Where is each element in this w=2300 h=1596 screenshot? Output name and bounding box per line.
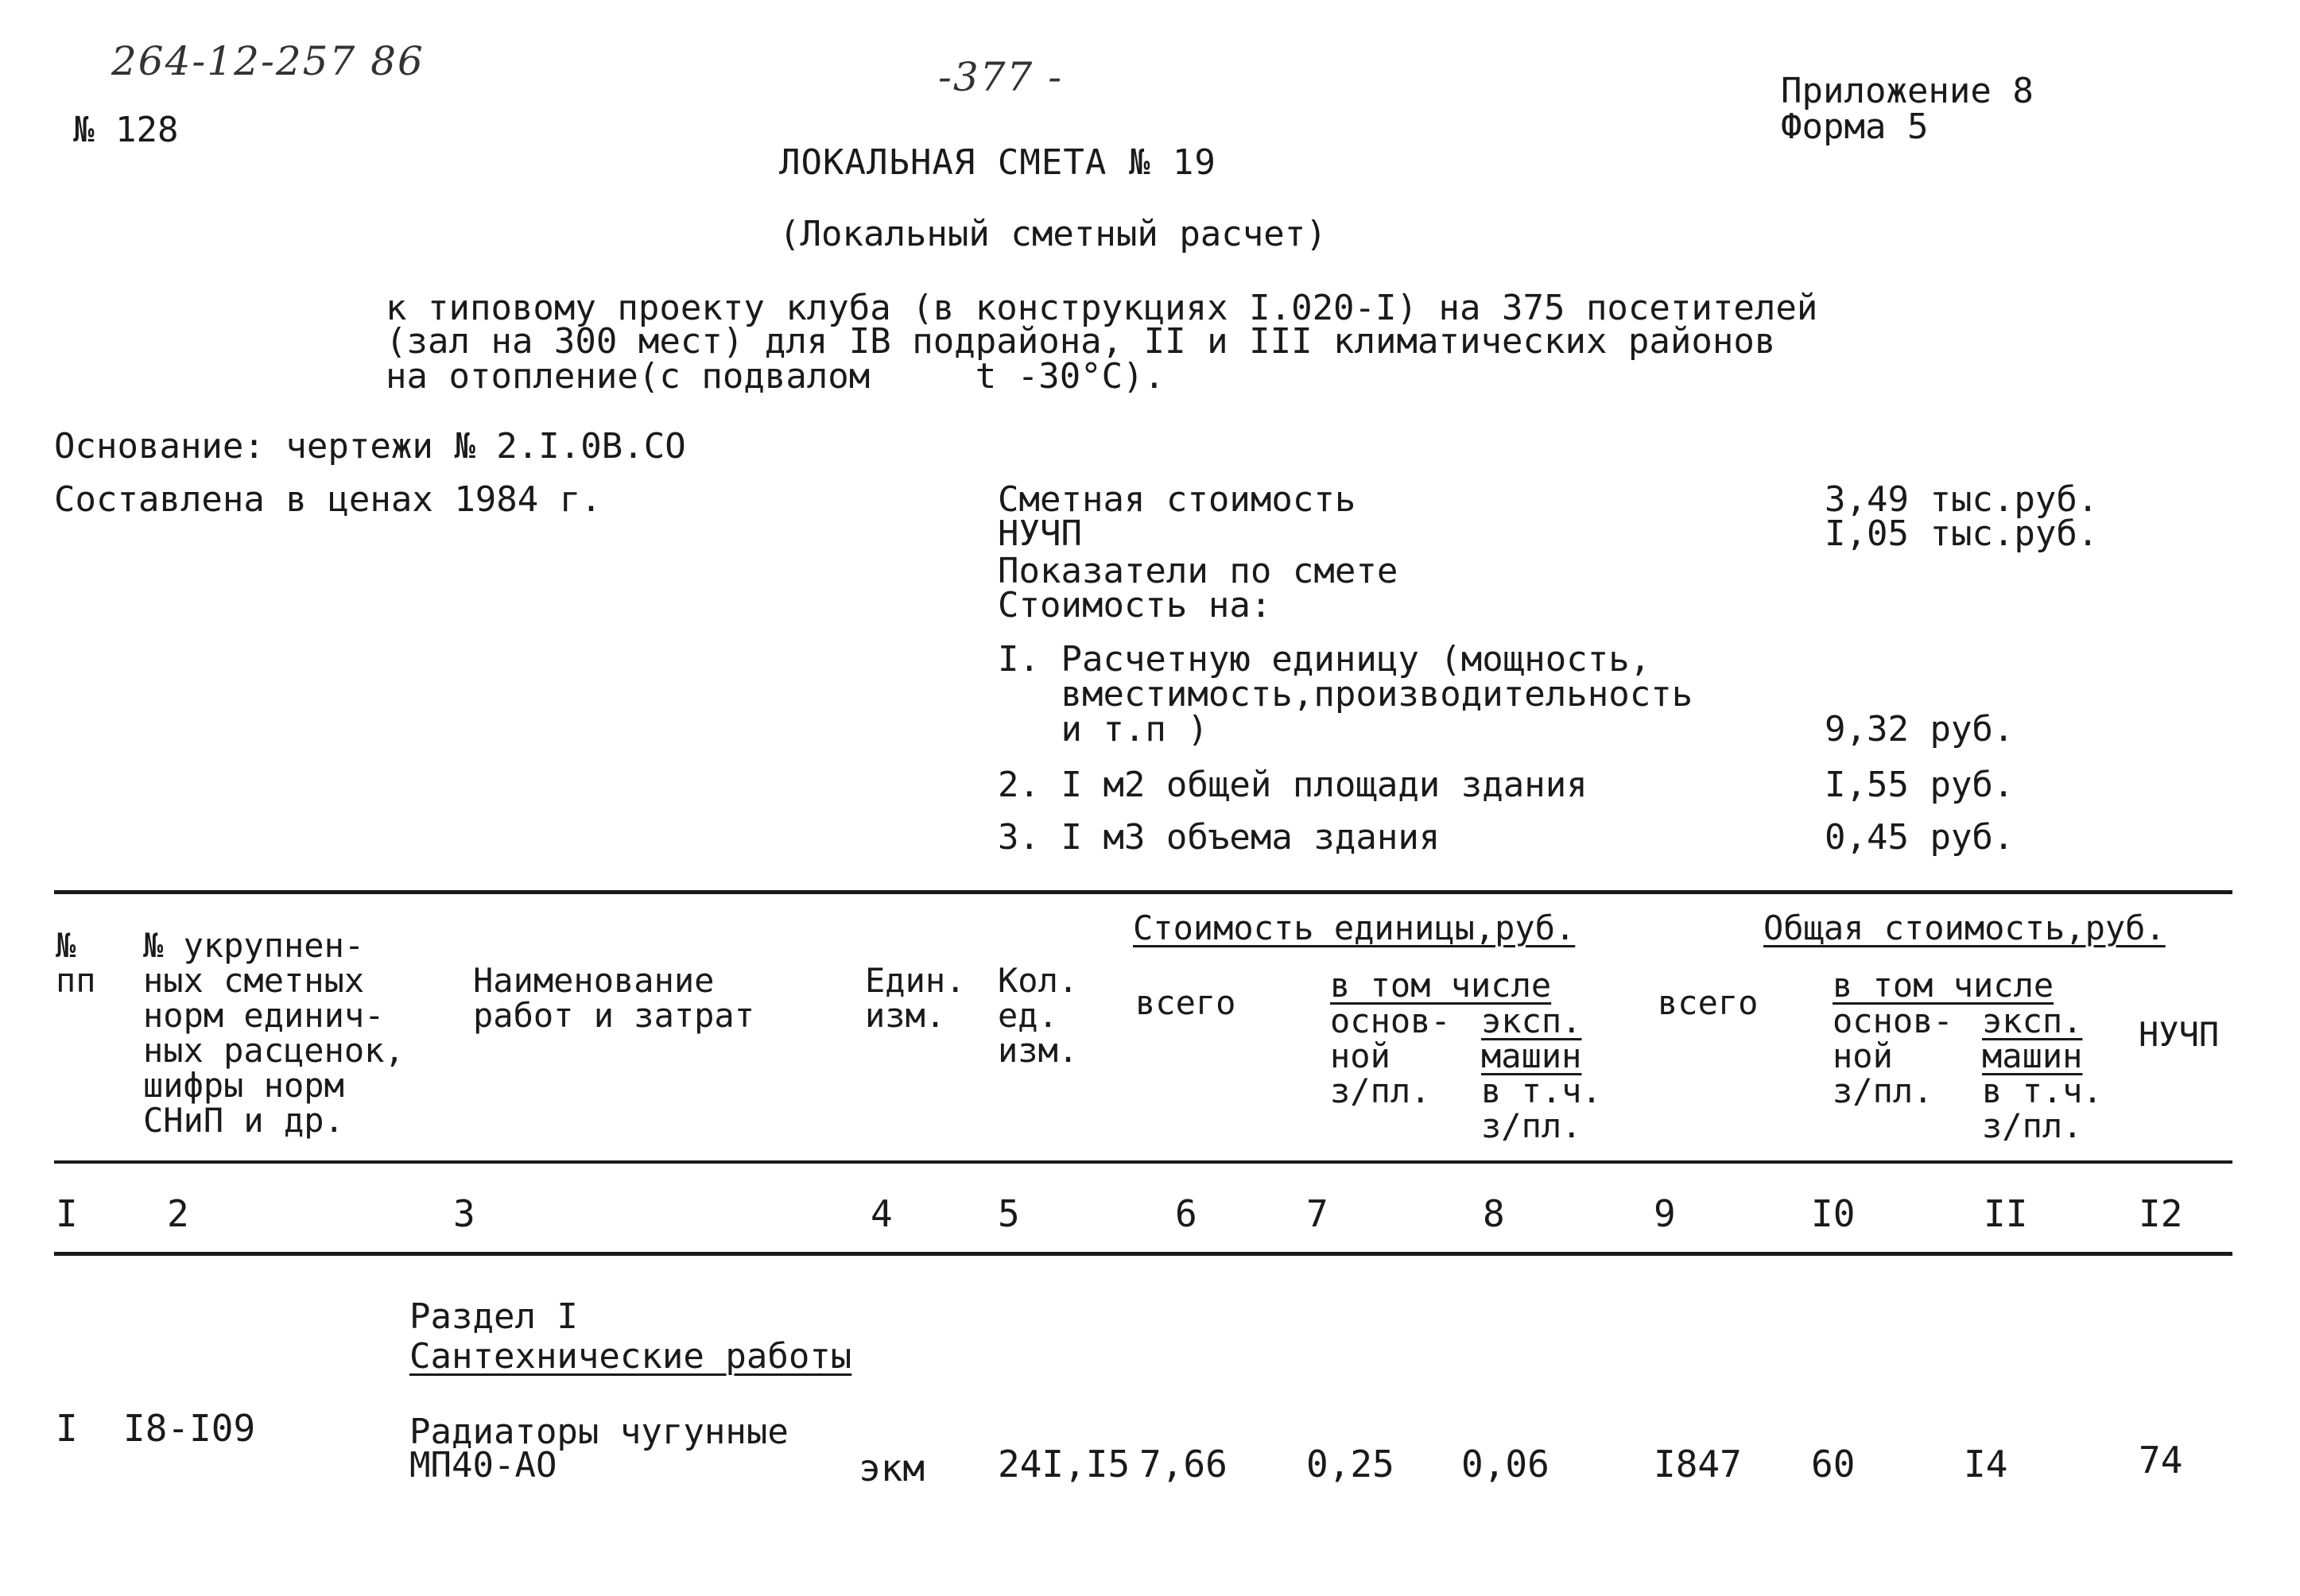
col-header-total-wage: основ- ной з/пл.	[1833, 1001, 1953, 1110]
col-header-total-mach: эксп. машин	[1982, 1001, 2083, 1075]
document-title: ЛОКАЛЬНАЯ СМЕТА № 19	[779, 142, 1216, 183]
page-number: -377 -	[938, 54, 1064, 100]
form-label: Форма 5	[1781, 107, 1929, 147]
row-number: I	[56, 1407, 78, 1450]
col-num-5: 5	[998, 1192, 1020, 1235]
col-num-9: 9	[1654, 1192, 1676, 1235]
col-header-number: № пп	[56, 926, 96, 1000]
indicator-3-value: 0,45 руб.	[1825, 817, 2015, 858]
section-name: Сантехнические работы	[409, 1336, 852, 1377]
section-title: Раздел I	[409, 1296, 578, 1337]
col-num-2: 2	[167, 1192, 189, 1235]
indicators-label: Показатели по смете	[998, 551, 1398, 591]
indicator-1-value: 9,32 руб.	[1825, 709, 2015, 750]
col-header-unit: Един. изм.	[865, 961, 966, 1035]
unit-incl-header: в том числе	[1330, 966, 1552, 1005]
project-line-2: (зал на 300 мест) для IВ подрайона, II и III климатических районов	[386, 321, 1776, 362]
row-total-mach: I4	[1964, 1443, 2008, 1486]
column-numbers-bottom-rule	[54, 1252, 2232, 1256]
col-header-total: всего	[1658, 983, 1759, 1022]
row-total-wage: 60	[1811, 1443, 1856, 1486]
col-num-4: 4	[871, 1192, 893, 1235]
row-qty: 24I,I5	[998, 1443, 1131, 1486]
document-subtitle: (Локальный сметный расчет)	[779, 214, 1327, 254]
col-header-nuchp: НУЧП	[2139, 1015, 2220, 1054]
header-bottom-rule	[54, 1160, 2232, 1164]
project-line-3: на отопление(с подвалом t -30°С).	[386, 356, 1166, 397]
appendix-label: Приложение 8	[1781, 71, 2034, 111]
col-header-unit-wage: основ- ной з/пл.	[1330, 1001, 1451, 1110]
cost-on-label: Стоимость на:	[998, 585, 1272, 626]
row-name-line-1: Радиаторы чугунные	[409, 1412, 789, 1452]
row-nuchp: 74	[2139, 1439, 2183, 1482]
indicator-1-line-1: I. Расчетную единицу (мощность,	[998, 639, 1651, 680]
nuchp-label: НУЧП	[998, 513, 1082, 554]
col-header-norms: № укрупнен- ных сметных норм единич- ных расценок, шифры норм СНиП и др.	[143, 926, 405, 1140]
nuchp-value: I,05 тыс.руб.	[1825, 513, 2099, 554]
total-incl-header: в том числе	[1833, 966, 2054, 1005]
col-header-total-mach-sub: в т.ч. з/пл.	[1982, 1071, 2103, 1145]
col-num-1: I	[56, 1192, 78, 1235]
col-num-8: 8	[1483, 1192, 1505, 1235]
indicator-1-line-2: вместимость,производительность	[998, 674, 1693, 715]
row-unit-total: 7,66	[1139, 1443, 1228, 1486]
doc-number: 264-12-257 86	[111, 38, 425, 84]
row-code: I8-I09	[123, 1407, 256, 1450]
col-num-7: 7	[1306, 1192, 1328, 1235]
total-cost-group-header: Общая стоимость,руб.	[1763, 908, 2166, 947]
row-unit: экм	[859, 1447, 925, 1489]
prices-text: Составлена в ценах 1984 г.	[54, 479, 602, 520]
col-num-6: 6	[1175, 1192, 1197, 1235]
col-num-11: II	[1984, 1192, 2028, 1235]
unit-cost-group-header: Стоимость единицы,руб.	[1133, 908, 1576, 947]
project-line-1: к типовому проекту клуба (в конструкциях I.020-I) на 375 посетителей	[386, 288, 1818, 328]
col-num-12: I2	[2139, 1192, 2183, 1235]
row-unit-mach: 0,06	[1461, 1443, 1549, 1486]
col-header-name: Наименование работ и затрат	[473, 961, 755, 1035]
col-header-unit-mach: эксп. машин	[1481, 1001, 1582, 1075]
estimate-cost-value: 3,49 тыс.руб.	[1825, 479, 2099, 520]
indicator-3: 3. I м3 объема здания	[998, 817, 1441, 858]
row-unit-wage: 0,25	[1306, 1443, 1394, 1486]
basis-text: Основание: чертежи № 2.I.0В.СО	[54, 426, 686, 467]
indicator-2: 2. I м2 общей площади здания	[998, 765, 1588, 805]
col-header-unit-total: всего	[1135, 983, 1236, 1022]
indicator-1-line-3: и т.п )	[998, 709, 1208, 750]
row-total: I847	[1654, 1443, 1742, 1486]
estimate-cost-label: Сметная стоимость	[998, 479, 1356, 520]
indicator-2-value: I,55 руб.	[1825, 765, 2015, 805]
table-top-rule	[54, 890, 2232, 894]
col-num-3: 3	[453, 1192, 475, 1235]
sheet-number: № 128	[73, 110, 179, 150]
col-header-unit-mach-sub: в т.ч. з/пл.	[1481, 1071, 1602, 1145]
col-num-10: I0	[1811, 1192, 1856, 1235]
col-header-qty: Кол. ед. изм.	[998, 961, 1079, 1070]
row-name-line-2: МП40-АО	[409, 1445, 557, 1486]
